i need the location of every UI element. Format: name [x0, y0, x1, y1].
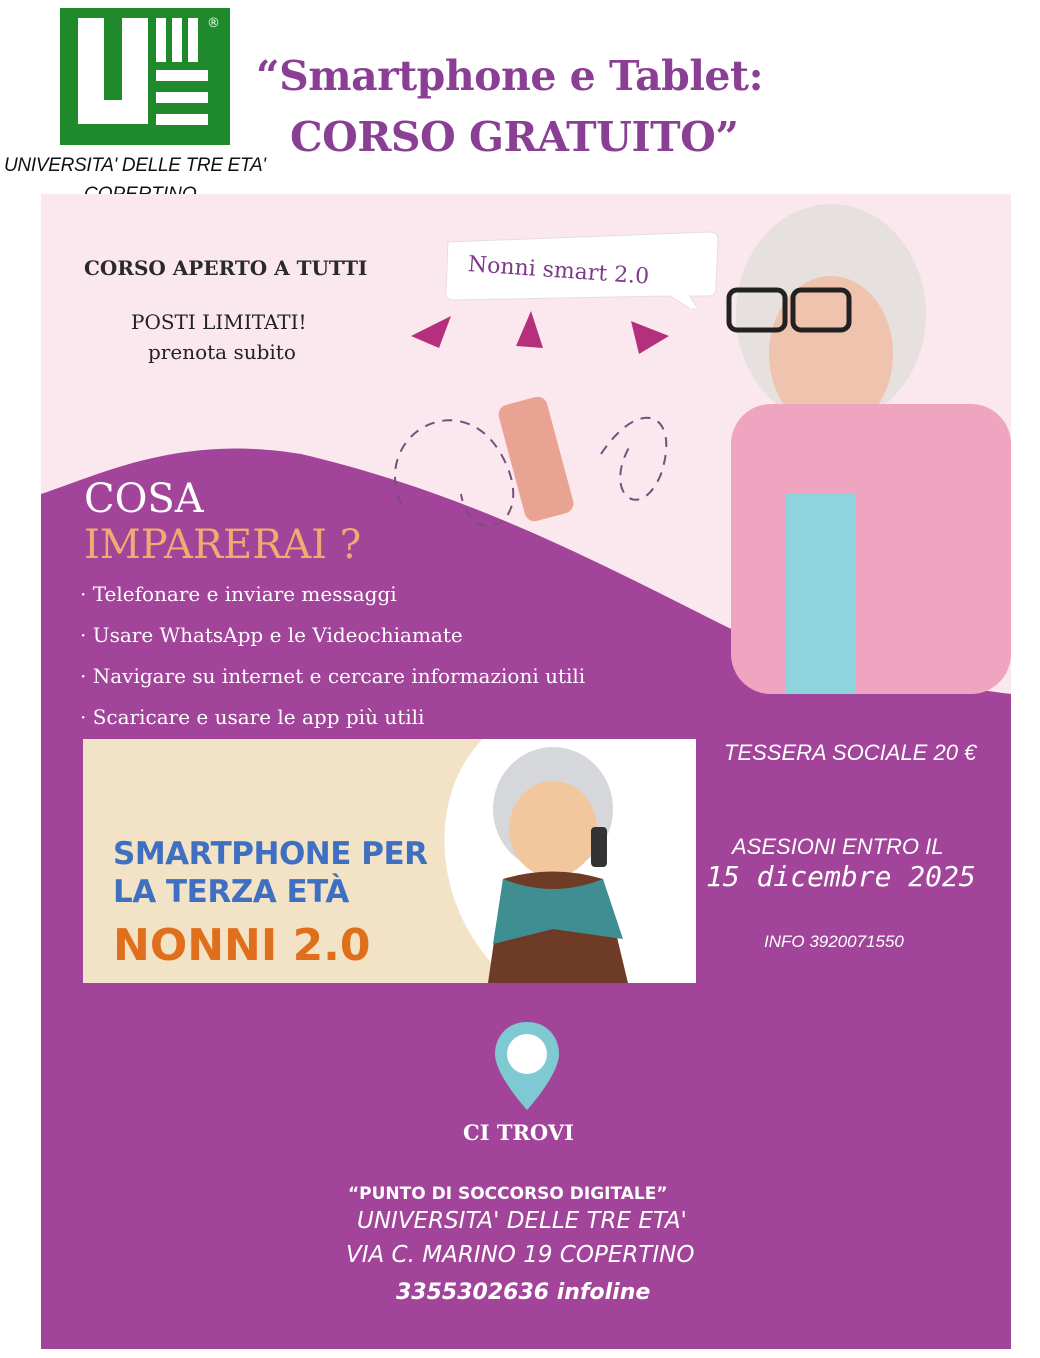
learn-heading-line2: IMPARERAI ?	[84, 522, 362, 568]
banner-line2: LA TERZA ETÀ	[113, 874, 349, 910]
banner-line3: NONNI 2.0	[113, 920, 371, 971]
location-heading: CI TROVI	[463, 1120, 574, 1145]
limited-seats: POSTI LIMITATI!	[131, 310, 307, 334]
open-to-all: CORSO APERTO A TUTTI	[84, 256, 368, 280]
learn-heading-line1: COSA	[84, 476, 204, 522]
list-item: · Scaricare e usare le app più utili	[80, 705, 585, 746]
learn-list	[80, 582, 585, 746]
location-phone[interactable]: 3355302636 infoline	[396, 1280, 651, 1305]
location-organization: UNIVERSITA' DELLE TRE ETA'	[357, 1208, 687, 1234]
speech-bubble-text: Nonni smart 2.0	[467, 252, 650, 290]
deadline-label: ASESIONI ENTRO IL	[732, 834, 944, 859]
info-phone: INFO 3920071550	[764, 932, 904, 951]
location-place: “PUNTO DI SOCCORSO DIGITALE”	[348, 1184, 668, 1204]
list-item: · Usare WhatsApp e le Videochiamate	[80, 623, 585, 664]
deadline-date: 15 dicembre 2025	[706, 860, 976, 893]
banner-line1: SMARTPHONE PER	[113, 836, 428, 872]
registered-mark: ®	[207, 16, 220, 31]
list-item: · Telefonare e inviare messaggi	[80, 582, 585, 623]
list-item: · Navigare su internet e cercare informazioni utili	[80, 664, 585, 705]
page-title-line1: “Smartphone e Tablet:	[256, 52, 764, 100]
logo	[60, 8, 230, 145]
membership-fee: TESSERA SOCIALE 20 €	[724, 740, 977, 765]
location-address: VIA C. MARINO 19 COPERTINO	[346, 1242, 695, 1268]
logo-name: UNIVERSITA' DELLE TRE ETA'	[4, 155, 266, 176]
location-pin-icon	[493, 1020, 561, 1112]
paper-plane-icon	[401, 306, 701, 366]
logo-icon	[60, 8, 230, 145]
page-title-line2: CORSO GRATUITO”	[290, 113, 739, 161]
book-now: prenota subito	[148, 340, 296, 364]
